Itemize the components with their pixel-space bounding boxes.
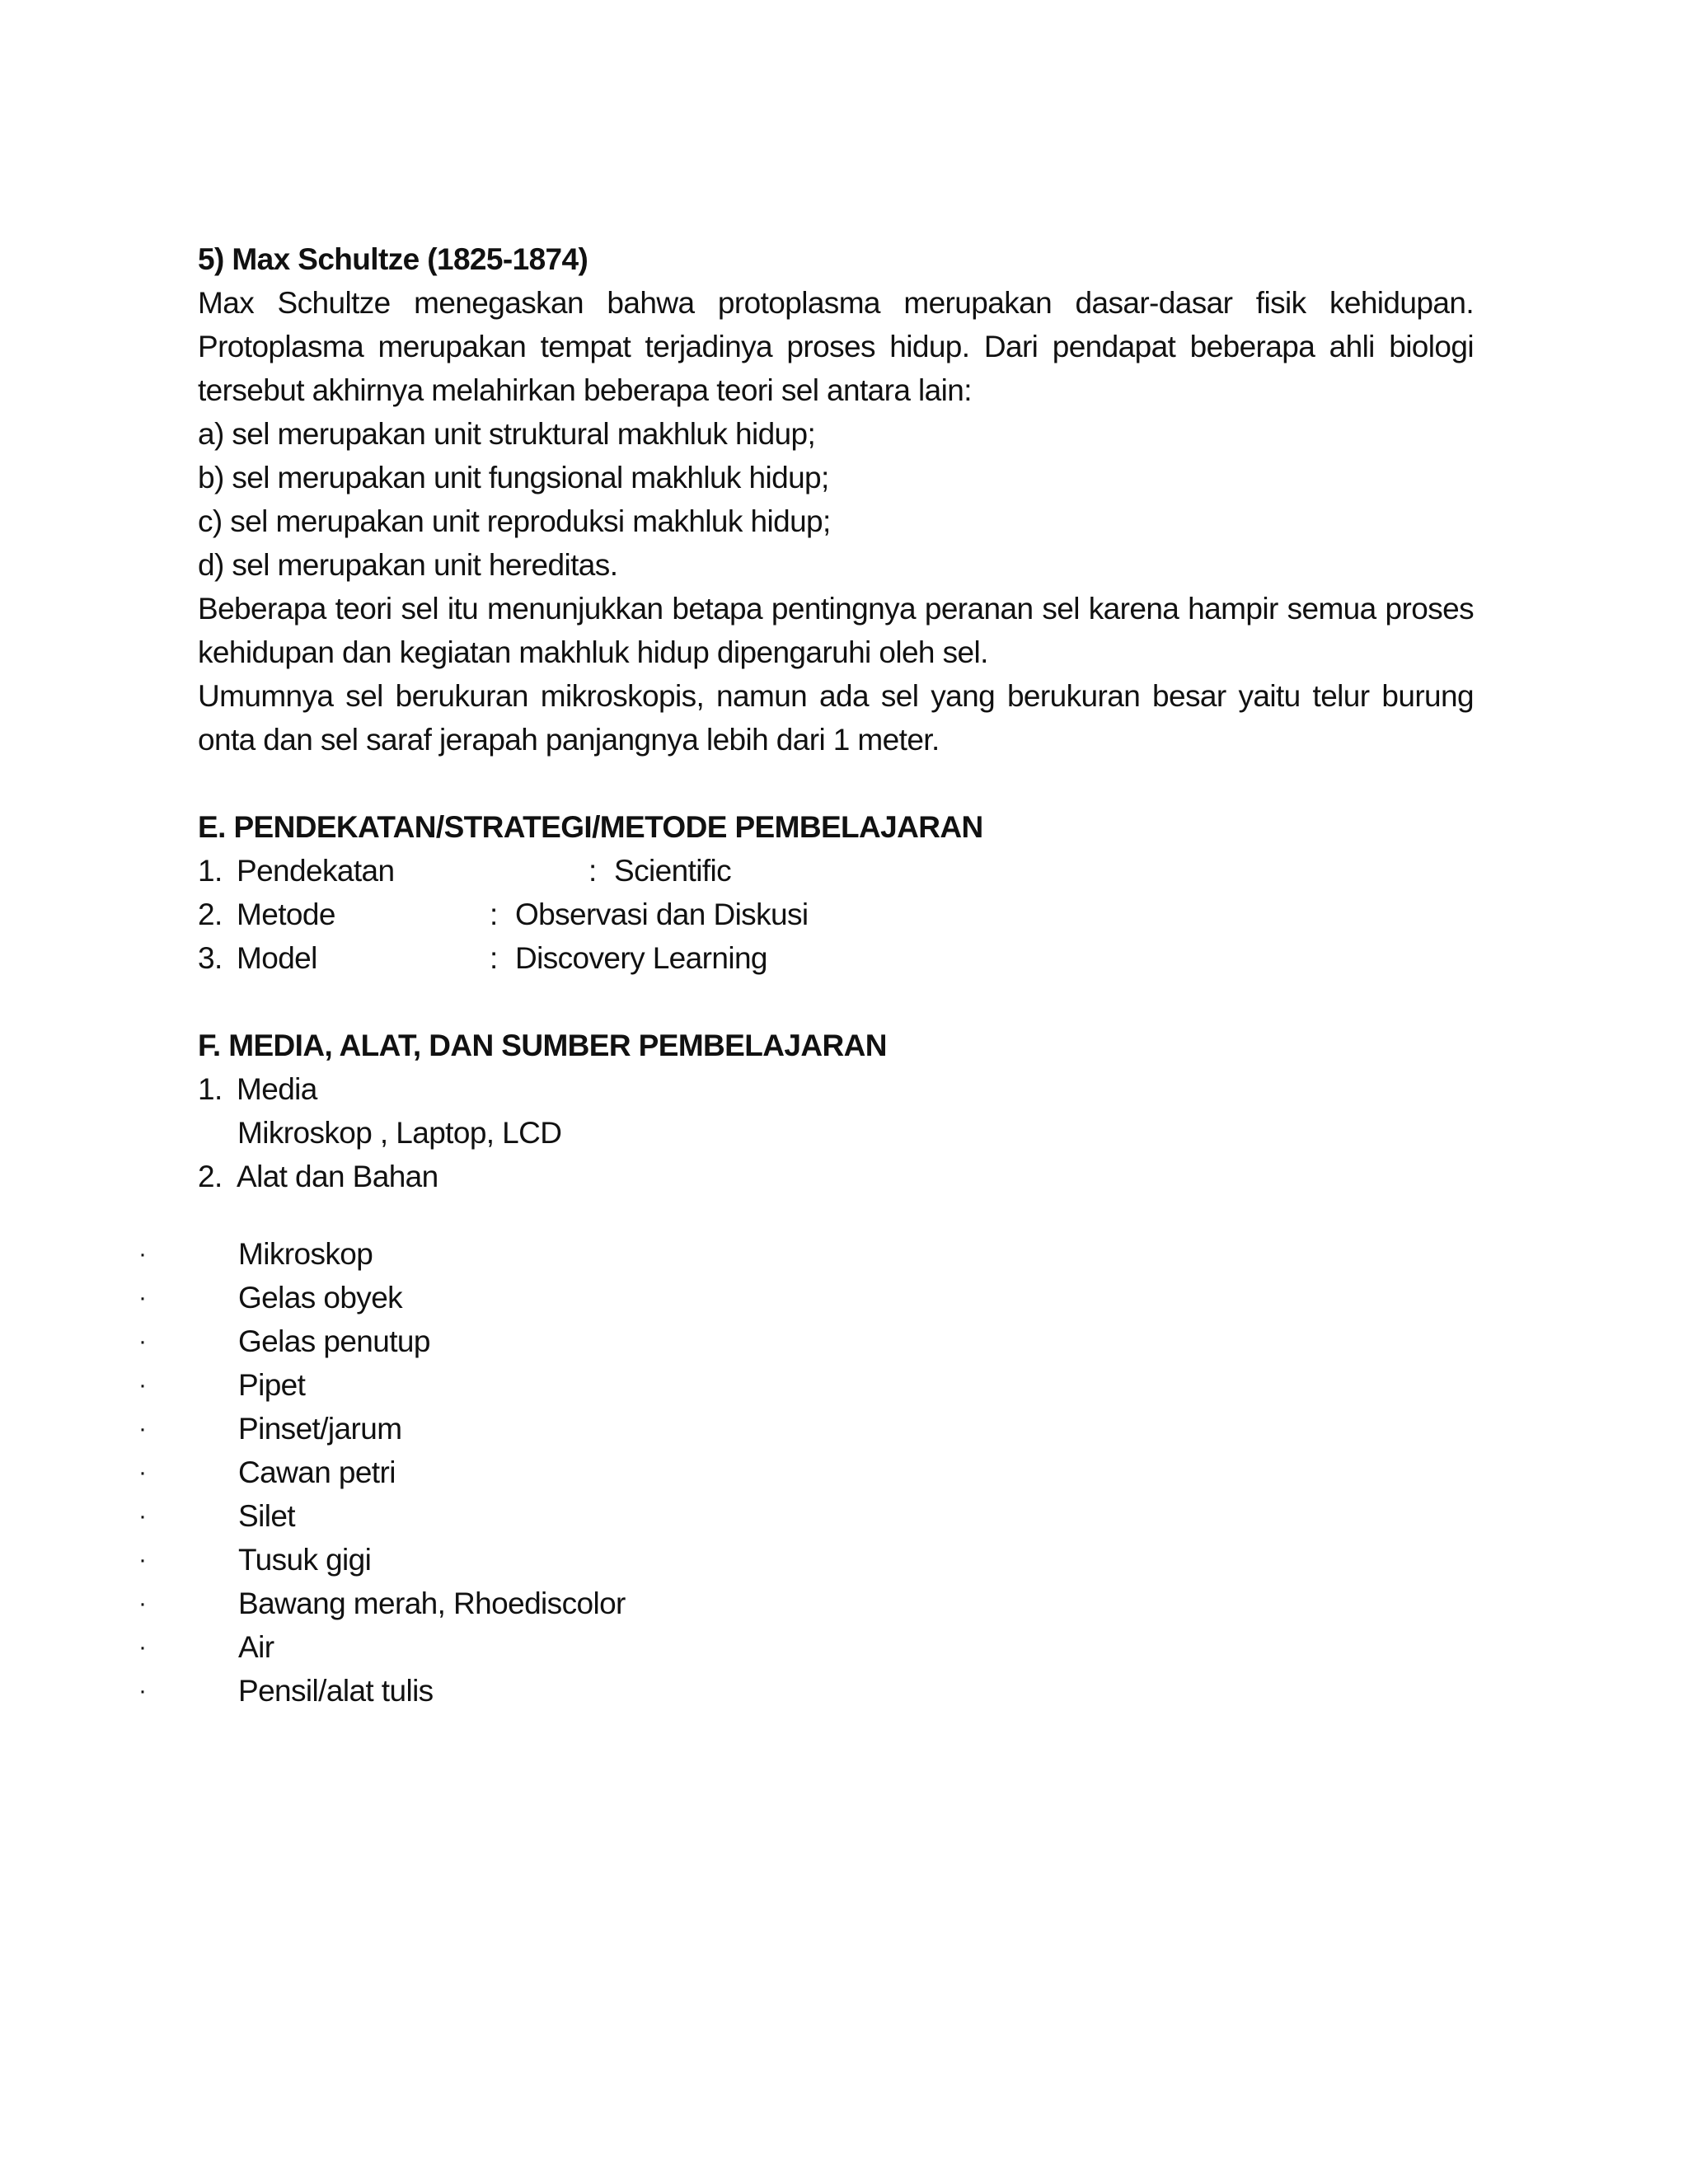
list-item	[0, 1538, 1688, 1582]
media-row	[198, 1067, 1474, 1111]
method-row	[198, 893, 1474, 936]
bullet-icon: ·	[138, 1415, 147, 1442]
list-item	[0, 1451, 1688, 1494]
list-item	[0, 1494, 1688, 1538]
bullet-icon: ·	[138, 1546, 147, 1573]
tools-row	[198, 1155, 1474, 1198]
row-value: Scientific	[614, 854, 732, 888]
section-f-heading: F. MEDIA, ALAT, DAN SUMBER PEMBELAJARAN	[198, 1029, 887, 1062]
cell-theory-item-d: d) sel merupakan unit hereditas.	[198, 548, 618, 582]
spacer	[198, 762, 1474, 805]
list-item-text: Bawang merah, Rhoediscolor	[238, 1586, 626, 1620]
list-item-text: Pinset/jarum	[238, 1412, 402, 1446]
list-item	[0, 1582, 1688, 1625]
bullet-icon: ·	[138, 1633, 147, 1661]
document-body	[198, 237, 1474, 1198]
bullet-icon: ·	[138, 1284, 147, 1311]
list-item-text: Tusuk gigi	[238, 1543, 372, 1577]
list-item-text: Mikroskop	[238, 1237, 373, 1271]
list-item-text: Cawan petri	[238, 1455, 396, 1489]
list-item	[0, 1669, 1688, 1713]
list-item-text: Silet	[238, 1499, 295, 1533]
tools-materials-list	[0, 1232, 1688, 1713]
section-e-heading: E. PENDEKATAN/STRATEGI/METODE PEMBELAJARAN	[198, 810, 983, 844]
section-5-paragraph: Max Schultze menegaskan bahwa protoplasma merupakan dasar-dasar fisik kehidupan. Protoplasma merupakan tempat terjadinya proses hidup. Dari pendapat beberapa ahli biologi tersebut akhirnya melahirkan beberapa teori sel antara lain:	[198, 286, 1474, 407]
list-item	[0, 1363, 1688, 1407]
section-5-paragraph-3: Umumnya sel berukuran mikroskopis, namun ada sel yang berukuran besar yaitu telur burung onta dan sel saraf jerapah panjangnya lebih dari 1 meter.	[198, 679, 1474, 757]
cell-theory-item-c: c) sel merupakan unit reproduksi makhluk hidup;	[198, 504, 831, 538]
row-number: 1.	[198, 1072, 223, 1106]
row-separator: :	[490, 898, 498, 931]
list-item-text: Gelas penutup	[238, 1324, 430, 1358]
row-number: 2.	[198, 1160, 223, 1193]
row-label: Model	[237, 941, 317, 975]
bullet-icon: ·	[138, 1502, 147, 1530]
row-number: 3.	[198, 941, 223, 975]
bullet-icon: ·	[138, 1459, 147, 1486]
row-separator: :	[490, 941, 498, 975]
section-5-paragraph-2: Beberapa teori sel itu menunjukkan betapa pentingnya peranan sel karena hampir semua proses kehidupan dan kegiatan makhluk hidup dipengaruhi oleh sel.	[198, 592, 1474, 669]
approach-row	[198, 849, 1474, 893]
list-item-text: Air	[238, 1630, 274, 1664]
bullet-icon: ·	[138, 1590, 147, 1617]
list-item	[0, 1276, 1688, 1319]
section-5-heading: 5) Max Schultze (1825-1874)	[198, 242, 588, 276]
row-number: 1.	[198, 854, 223, 888]
list-item	[0, 1625, 1688, 1669]
row-label: Metode	[237, 898, 335, 931]
bullet-icon: ·	[138, 1240, 147, 1268]
row-label: Alat dan Bahan	[237, 1160, 438, 1193]
bullet-icon: ·	[138, 1677, 147, 1704]
row-label: Media	[237, 1072, 317, 1106]
list-item	[0, 1319, 1688, 1363]
model-row	[198, 936, 1474, 980]
row-value: Observasi dan Diskusi	[515, 898, 809, 931]
bullet-icon: ·	[138, 1328, 147, 1355]
list-item	[0, 1407, 1688, 1451]
list-item	[0, 1232, 1688, 1276]
bullet-icon: ·	[138, 1371, 147, 1399]
list-item-text: Pensil/alat tulis	[238, 1674, 434, 1708]
spacer	[198, 980, 1474, 1024]
row-separator: :	[588, 854, 597, 888]
list-item-text: Gelas obyek	[238, 1281, 403, 1315]
cell-theory-item-b: b) sel merupakan unit fungsional makhluk hidup;	[198, 461, 829, 494]
row-value: Discovery Learning	[515, 941, 767, 975]
list-item-text: Pipet	[238, 1368, 306, 1402]
row-number: 2.	[198, 898, 223, 931]
media-list: Mikroskop , Laptop, LCD	[237, 1116, 562, 1150]
row-label: Pendekatan	[237, 854, 395, 888]
cell-theory-item-a: a) sel merupakan unit struktural makhluk hidup;	[198, 417, 816, 451]
